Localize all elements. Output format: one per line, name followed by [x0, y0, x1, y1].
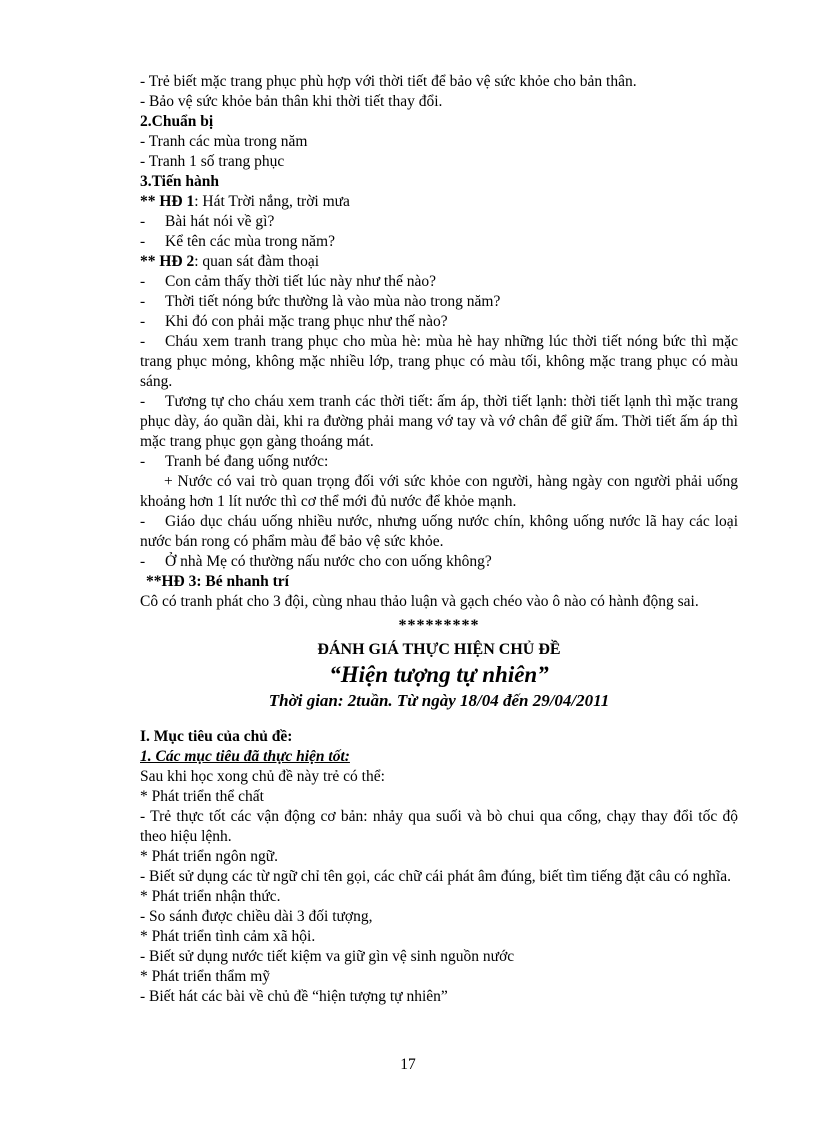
section-heading: I. Mục tiêu của chủ đề: [140, 728, 293, 745]
list-item: - Thời tiết nóng bức thường là vào mùa nào trong năm? [140, 293, 501, 310]
list-item: - Con cảm thấy thời tiết lúc này như thế nào? [140, 273, 436, 290]
activity-1-heading [140, 192, 738, 212]
document-page [140, 72, 738, 1007]
objective-line: - Trẻ biết mặc trang phục phù hợp với thời tiết để bảo vệ sức khỏe cho bản thân. [140, 73, 637, 90]
paragraph: - Giáo dục cháu uống nhiều nước, nhưng uống nước chín, không uống nước lã hay các loại nước bán rong có phẩm màu để bảo vệ sức khỏe. [140, 513, 738, 550]
subsection-heading: 1. Các mục tiêu đã thực hiện tốt: [140, 748, 350, 765]
evaluation-time: Thời gian: 2tuần. Từ ngày 18/04 đến 29/04/2011 [268, 691, 610, 710]
intro-text: Sau khi học xong chủ đề này trẻ có thể: [140, 768, 385, 785]
prep-heading: 2.Chuẩn bị [140, 113, 214, 130]
list-item: - Khi đó con phải mặc trang phục như thế nào? [140, 313, 448, 330]
separator: ********* [398, 617, 480, 634]
prep-item: - Tranh các mùa trong năm [140, 133, 308, 150]
list-item: - Kể tên các mùa trong năm? [140, 233, 335, 250]
evaluation-subtitle: “Hiện tượng tự nhiên” [329, 662, 549, 687]
goal-heading: * Phát triển tình cảm xã hội. [140, 928, 316, 945]
goal-heading: * Phát triển ngôn ngữ. [140, 848, 278, 865]
list-item: - Tranh bé đang uống nước: [140, 453, 329, 470]
activity-1-text: : Hát Trời nắng, trời mưa [194, 193, 350, 210]
goal-text: - Biết sử dụng nước tiết kiệm va giữ gìn vệ sinh nguồn nước [140, 948, 515, 965]
paragraph: + Nước có vai trò quan trọng đối với sức khỏe con người, hàng ngày con người phải uống khoảng hơn 1 lít nước thì cơ thể mới đủ nước để khỏe mạnh. [140, 473, 738, 510]
list-item: - Ở nhà Mẹ có thường nấu nước cho con uống không? [140, 553, 492, 570]
page-number: 17 [400, 1056, 416, 1073]
goal-text: - Biết sử dụng các từ ngữ chỉ tên gọi, các chữ cái phát âm đúng, biết tìm tiếng đặt câu có nghĩa. [140, 868, 731, 885]
activity-2-text: : quan sát đàm thoại [194, 253, 320, 270]
activity-2-label: ** HĐ 2 [140, 253, 195, 270]
paragraph: - Tương tự cho cháu xem tranh các thời tiết: ấm áp, thời tiết lạnh: thời tiết lạnh thì mặc trang phục dày, áo quần dài, khi ra đường phải mang vớ tay và vớ chân để giữ ấm. Thời tiết ấm áp thì mặc trang phục gọn gàng thoáng mát. [140, 393, 738, 450]
evaluation-title: ĐÁNH GIÁ THỰC HIỆN CHỦ ĐỀ [317, 641, 561, 658]
list-item: - Bài hát nói về gì? [140, 213, 275, 230]
activity-1-label: ** HĐ 1 [140, 193, 195, 210]
goal-text: - Trẻ thực tốt các vận động cơ bản: nhảy qua suối và bò chui qua cổng, chạy thay đổi tốc độ theo hiệu lệnh. [140, 808, 738, 845]
goal-heading: * Phát triển thể chất [140, 788, 264, 805]
paragraph: Cô có tranh phát cho 3 đội, cùng nhau thảo luận và gạch chéo vào ô nào có hành động sai. [140, 593, 699, 610]
activity-3-heading: **HĐ 3: Bé nhanh trí [146, 573, 289, 590]
activity-2-heading [140, 252, 738, 272]
goal-heading: * Phát triển nhận thức. [140, 888, 281, 905]
prep-item: - Tranh 1 số trang phục [140, 153, 285, 170]
proc-heading: 3.Tiến hành [140, 173, 219, 190]
goal-text: - So sánh được chiều dài 3 đối tượng, [140, 908, 373, 925]
goal-text: - Biết hát các bài về chủ đề “hiện tượng tự nhiên” [140, 988, 448, 1005]
objective-line: - Bảo vệ sức khỏe bản thân khi thời tiết thay đổi. [140, 93, 443, 110]
goal-heading: * Phát triển thẩm mỹ [140, 968, 271, 985]
paragraph: - Cháu xem tranh trang phục cho mùa hè: mùa hè hay những lúc thời tiết nóng bức thì mặc trang phục mỏng, không mặc nhiều lớp, trang phục có màu tối, không mặc trang phục có màu sáng. [140, 333, 738, 390]
